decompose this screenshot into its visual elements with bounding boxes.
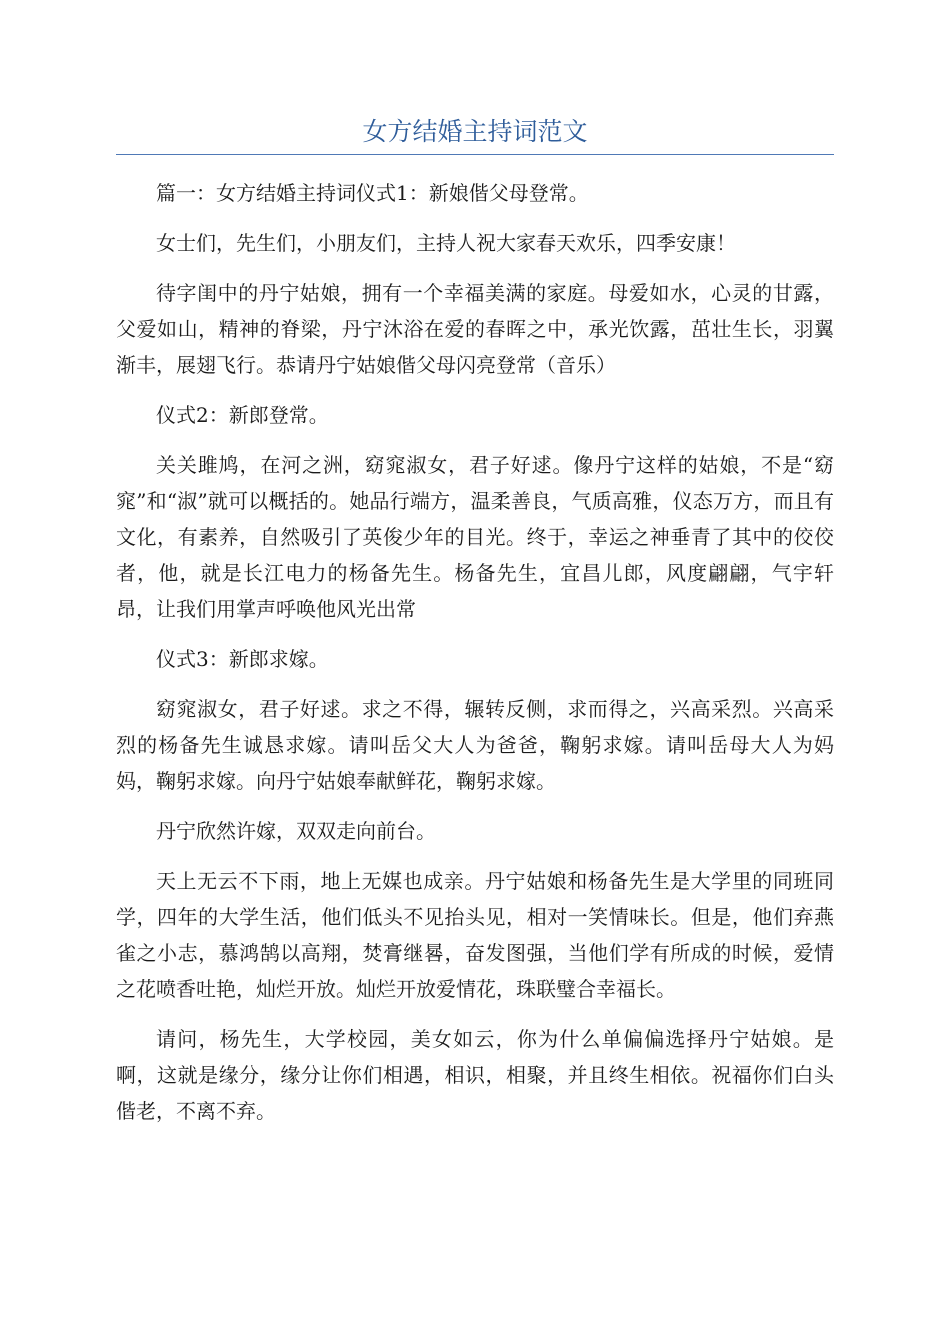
paragraph-10: 请问，杨先生，大学校园，美女如云，你为什么单偏偏选择丹宁姑娘。是啊，这就是缘分，缘分让你们相遇，相识，相聚，并且终生相依。祝福你们白头偕老，不离不弃。: [116, 1027, 834, 1123]
document-body: [116, 175, 834, 1143]
title-underline: [116, 154, 834, 155]
paragraph-6: 仪式3：新郎求嫁。: [156, 647, 329, 671]
paragraph-9: 天上无云不下雨，地上无媒也成亲。丹宁姑娘和杨备先生是大学里的同班同学，四年的大学生活，他们低头不见抬头见，相对一笑情味长。但是，他们弃燕雀之小志，慕鸿鹄以高翔，焚膏继晷，奋发图强，当他们学有所成的时候，爱情之花喷香吐艳，灿烂开放。灿烂开放爱情花，珠联璧合幸福长。: [116, 869, 834, 1001]
paragraph-3: 待字闺中的丹宁姑娘，拥有一个幸福美满的家庭。母爱如水，心灵的甘露，父爱如山，精神的脊梁，丹宁沐浴在爱的春晖之中，承光饮露，茁壮生长，羽翼渐丰，展翅飞行。恭请丹宁姑娘偕父母闪亮登常（音乐）: [116, 281, 834, 377]
paragraph-1: 篇一：女方结婚主持词仪式1：新娘偕父母登常。: [156, 181, 589, 205]
paragraph-8: 丹宁欣然许嫁，双双走向前台。: [156, 819, 436, 843]
document-page: [116, 0, 834, 1344]
paragraph-5: 关关雎鸠，在河之洲，窈窕淑女，君子好逑。像丹宁这样的姑娘，不是“窈窕”和“淑”就可以概括的。她品行端方，温柔善良，气质高雅，仪态万方，而且有文化，有素养，自然吸引了英俊少年的目光。终于，幸运之神垂青了其中的佼佼者，他，就是长江电力的杨备先生。杨备先生，宜昌儿郎，风度翩翩，气宇轩昂，让我们用掌声呼唤他风光出常: [116, 453, 834, 621]
paragraph-2: 女士们，先生们，小朋友们，主持人祝大家春天欢乐，四季安康！: [156, 231, 736, 255]
document-title: 女方结婚主持词范文: [362, 117, 588, 146]
paragraph-4: 仪式2：新郎登常。: [156, 403, 329, 427]
paragraph-7: 窈窕淑女，君子好逑。求之不得，辗转反侧，求而得之，兴高采烈。兴高采烈的杨备先生诚恳求嫁。请叫岳父大人为爸爸，鞠躬求嫁。请叫岳母大人为妈妈，鞠躬求嫁。向丹宁姑娘奉献鲜花，鞠躬求嫁。: [116, 697, 834, 793]
